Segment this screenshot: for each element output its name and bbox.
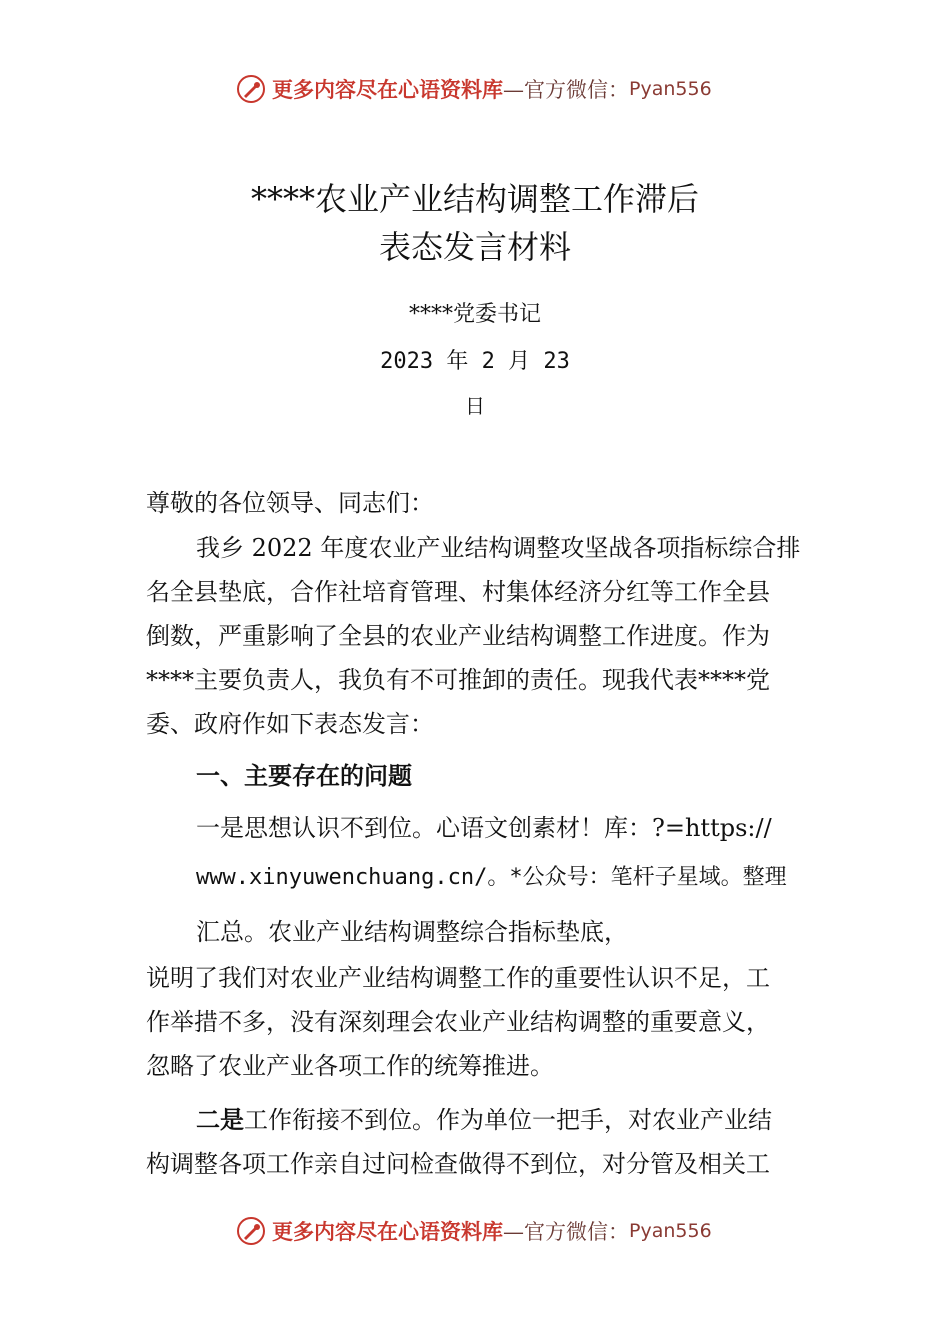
point1-line: 忽略了农业产业各项工作的统筹推进。 <box>146 1052 554 1080</box>
quill-logo-icon <box>236 74 266 104</box>
document-title-line2: 表态发言材料 <box>378 228 571 266</box>
point2-lead: 二是 <box>196 1106 244 1134</box>
footer-banner <box>236 1216 712 1246</box>
point1-line: 汇总。农业产业结构调整综合指标垫底， <box>196 918 628 946</box>
section-heading: 一、主要存在的问题 <box>196 762 412 790</box>
intro-line: 名全县垫底，合作社培育管理、村集体经济分红等工作全县 <box>146 578 770 606</box>
intro-line: 委、政府作如下表态发言： <box>146 710 434 738</box>
point2-line <box>196 1100 772 1135</box>
document-title-line1: ****农业产业结构调整工作滞后 <box>250 180 699 218</box>
quill-logo-icon <box>236 1216 266 1246</box>
salutation: 尊敬的各位领导、同志们： <box>146 489 434 517</box>
date-line2: 日 <box>465 394 485 418</box>
banner-separator-text: —官方微信： <box>503 1220 629 1244</box>
date-line1: 2023 年 2 月 23 <box>380 349 570 374</box>
point2-text: 工作衔接不到位。作为单位一把手，对农业产业结 <box>244 1106 772 1134</box>
point1-line: www.xinyuwenchuang.cn/。*公众号：笔杆子星域。整理 <box>196 865 787 890</box>
header-banner <box>236 74 712 104</box>
banner-wechat-id: Pyan556 <box>629 78 712 100</box>
intro-line: 倒数，严重影响了全县的农业产业结构调整工作进度。作为 <box>146 622 770 650</box>
banner-text: 更多内容尽在心语资料库 <box>272 1219 503 1244</box>
point1-line: 说明了我们对农业产业结构调整工作的重要性认识不足，工 <box>146 964 770 992</box>
intro-line: 我乡 2022 年度农业产业结构调整攻坚战各项指标综合排 <box>196 534 801 562</box>
banner-wechat-id: Pyan556 <box>629 1220 712 1242</box>
author-line: ****党委书记 <box>408 302 541 327</box>
banner-text: 更多内容尽在心语资料库 <box>272 77 503 102</box>
point1-line: 作举措不多，没有深刻理会农业产业结构调整的重要意义， <box>146 1008 770 1036</box>
point1-line: 一是思想认识不到位。心语文创素材！库：?=https:// <box>196 814 772 842</box>
banner-separator-text: —官方微信： <box>503 78 629 102</box>
intro-line: ****主要负责人，我负有不可推卸的责任。现我代表****党 <box>146 666 770 694</box>
point2-line: 构调整各项工作亲自过问检查做得不到位，对分管及相关工 <box>146 1150 770 1178</box>
